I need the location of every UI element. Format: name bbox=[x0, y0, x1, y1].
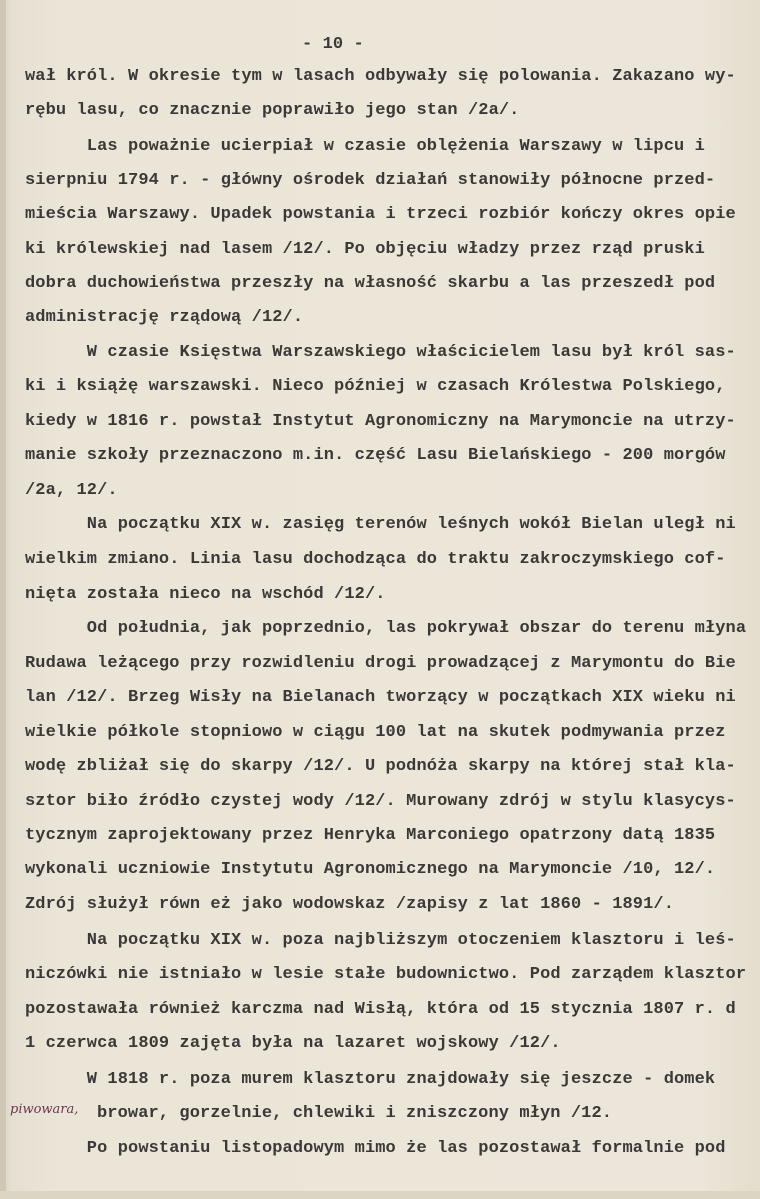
text-line: wodę zbliżał się do skarpy /12/. U podnóża skarpy na której stał kla- bbox=[25, 757, 736, 776]
text-line: Zdrój służył równ eż jako wodowskaz /zapisy z lat 1860 - 1891/. bbox=[25, 895, 675, 914]
text-line: rębu lasu, co znacznie poprawiło jego stan /2a/. bbox=[25, 101, 520, 120]
text-line: wielkim zmiano. Linia lasu dochodząca do traktu zakroczymskiego cof- bbox=[25, 550, 726, 569]
text-line: wykonali uczniowie Instytutu Agronomicznego na Marymoncie /10, 12/. bbox=[25, 860, 716, 879]
text-line: W 1818 r. poza murem klasztoru znajdowały się jeszcze - domek bbox=[25, 1070, 716, 1089]
handwritten-note: piwowara, bbox=[10, 1102, 79, 1117]
text-line: 1 czerwca 1809 zajęta była na lazaret wojskowy /12/. bbox=[25, 1034, 561, 1053]
text-line: wielkie półkole stopniowo w ciągu 100 lat na skutek podmywania przez bbox=[25, 723, 726, 742]
text-line: ki i książę warszawski. Nieco później w czasach Królestwa Polskiego, bbox=[25, 377, 726, 396]
text-line: pozostawała również karczma nad Wisłą, która od 15 stycznia 1807 r. d bbox=[25, 1000, 736, 1019]
page-number: - 10 - bbox=[302, 35, 364, 54]
text-line: browar, gorzelnie, chlewiki i zniszczony młyn /12. bbox=[97, 1104, 613, 1123]
text-line: /2a, 12/. bbox=[25, 481, 118, 500]
page-edge bbox=[0, 0, 6, 1199]
text-line: kiedy w 1816 r. powstał Instytut Agronomiczny na Marymoncie na utrzy- bbox=[25, 412, 736, 431]
text-line: Od południa, jak poprzednio, las pokrywał obszar do terenu młyna bbox=[25, 619, 747, 638]
text-line: Rudawa leżącego przy rozwidleniu drogi prowadzącej z Marymontu do Bie bbox=[25, 654, 736, 673]
text-line: dobra duchowieństwa przeszły na własność skarbu a las przeszedł pod bbox=[25, 274, 716, 293]
text-line: W czasie Księstwa Warszawskiego właścicielem lasu był król sas- bbox=[25, 343, 736, 362]
text-line: Las poważnie ucierpiał w czasie oblężenia Warszawy w lipcu i bbox=[25, 137, 705, 156]
text-line: Na początku XIX w. zasięg terenów leśnych wokół Bielan uległ ni bbox=[25, 515, 736, 534]
text-line: mieścia Warszawy. Upadek powstania i trzeci rozbiór kończy okres opie bbox=[25, 205, 736, 224]
text-line: sierpniu 1794 r. - główny ośrodek działań stanowiły północne przed- bbox=[25, 171, 716, 190]
text-line: manie szkoły przeznaczono m.in. część Lasu Bielańskiego - 200 morgów bbox=[25, 446, 726, 465]
text-line: wał król. W okresie tym w lasach odbywały się polowania. Zakazano wy- bbox=[25, 67, 736, 86]
text-line: lan /12/. Brzeg Wisły na Bielanach tworzący w początkach XIX wieku ni bbox=[25, 688, 736, 707]
page-bottom-edge bbox=[0, 1191, 760, 1199]
text-line: nięta została nieco na wschód /12/. bbox=[25, 585, 386, 604]
text-line: niczówki nie istniało w lesie stałe budownictwo. Pod zarządem klasztor bbox=[25, 965, 747, 984]
text-line: ki królewskiej nad lasem /12/. Po objęciu władzy przez rząd pruski bbox=[25, 240, 705, 259]
text-line: tycznym zaprojektowany przez Henryka Marconiego opatrzony datą 1835 bbox=[25, 826, 716, 845]
text-line: Po powstaniu listopadowym mimo że las pozostawał formalnie pod bbox=[25, 1139, 726, 1158]
text-line: Na początku XIX w. poza najbliższym otoczeniem klasztoru i leś- bbox=[25, 931, 736, 950]
text-line: administrację rządową /12/. bbox=[25, 308, 304, 327]
text-line: sztor biło źródło czystej wody /12/. Murowany zdrój w stylu klasycys- bbox=[25, 792, 736, 811]
